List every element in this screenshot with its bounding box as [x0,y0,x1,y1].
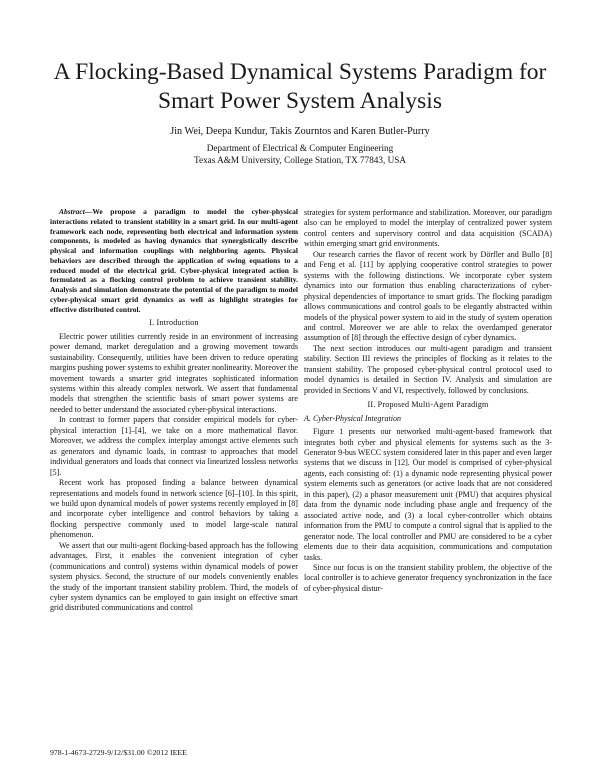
paragraph: We assert that our multi-agent flocking-based approach has the following advantages. First, it enables the convenient integration of cyber (communications and control) systems within dynamical models of power system physics. Second, the structure of our models conveniently enables the study of the important transient stability problem. Third, the models of cyber system dynamics can be employed to gain insight on effective smart grid distributed communications and control [50,540,298,613]
title-line-1: A Flocking-Based Dynamical Systems Paradigm for [53,59,547,85]
affiliation [0,143,600,166]
copyright-footer: 978-1-4673-2729-9/12/$31.00 ©2012 IEEE [50,748,187,757]
paragraph: Since our focus is on the transient stability problem, the objective of the local controller is to achieve generator frequency synchronization in the face of cyber-physical distur- [304,562,552,593]
paragraph: strategies for system performance and stabilization. Moreover, our paradigm also can be employed to model the interplay of centralized power system control centers and supervisory control and data acquisition (SCADA) within emerging smart grid environments. [304,208,552,249]
title-line-2: Smart Power System Analysis [158,88,442,114]
paragraph: In contrast to former papers that consider empirical models for cyber-physical interaction [1]–[4], we take on a more mathematical flavor. Moreover, we address the complex interplay amongst active elements such as generators and dynamic loads, in contrast to approaches that model individual generators and loads that connect via linearized lossless networks [5]. [50,415,298,477]
paragraph: Recent work has proposed finding a balance between dynamical representations and models found in network science [6]–[10]. In this spirit, we build upon dynamical models of power systems recently employed in [8] and incorporate cyber intelligence and control behaviors by taking a flocking perspective commonly used to model large-scale natural phenomenon. [50,478,298,540]
right-column [304,208,552,594]
paragraph: Electric power utilities currently reside in an environment of increasing power demand, market deregulation and a growing movement towards sustainability. Consequently, utilities have been driven to reduce operating margins pushing power systems to exhibit greater nonlinearity. Moreover the movement towards a smarter grid integrates sophisticated information systems within this already complex network. We assert that fundamental models that strengthen the scientific basis of smart power systems are needed to better understand the associated cyber-physical interactions. [50,331,298,414]
affiliation-line-2: Texas A&M University, College Station, TX 77843, USA [194,154,406,165]
paragraph: The next section introduces our multi-agent paradigm and transient stability. Section III reviews the principles of flocking as it relates to the transient stability. The proposed cyber-physical control protocol used to model dynamics is detailed in Section IV. Analysis and simulation are provided in Sections V and VI, respectively, followed by conclusions. [304,343,552,395]
affiliation-line-1: Department of Electrical & Computer Engineering [206,143,394,153]
authors: Jin Wei, Deepa Kundur, Takis Zourntos and Karen Butler-Purry [170,126,430,137]
subsection-heading: A. Cyber-Physical Integration [304,413,402,423]
abstract-text: —We propose a paradigm to model the cyber-physical interactions related to transient stability in a smart grid. In our multi-agent framework each node, representing both electrical and information system components, is modeled as having dynamics that synergistically describe physical and information couplings with neighboring agents. Physical behaviors are described through the application of swing equations to a reduced model of the electrical grid. Cyber-physical integrated action is formulated as a flocking control problem to achieve transient stability. Analysis and simulation demonstrate the potential of the paradigm to model cyber-physical smart grid dynamics as well as highlight strategies for effective distributed control. [50,207,298,314]
paragraph: Our research carries the flavor of recent work by Dörfler and Bullo [8] and Feng et al. [11] by applying cooperative control strategies to power systems with the following distinctions. We incorporate cyber system dynamics into our formation thus enabling characterizations of cyber-physical dependencies of importance to smart grids. The flocking paradigm allows communications and control goals to be elegantly abstracted within models of the physical power system to aid in the study of system operation and control. Moreover we are able to relax the overdamped generator assumption of [8] through the effective design of cyber dynamics. [304,249,552,343]
abstract [50,207,298,314]
paper-title [0,58,600,116]
section-heading-introduction: I. Introduction [149,318,199,328]
section-heading-multi-agent: II. Proposed Multi-Agent Paradigm [367,400,489,410]
left-column [50,207,298,614]
paragraph: Figure 1 presents our networked multi-agent-based framework that integrates both cyber and physical elements for systems such as the 3-Generator 9-bus WECC system considered later in this paper and even larger systems that we discuss in [12]. Our model is comprised of cyber-physical agents, each consisting of: (1) a dynamic node representing physical power system elements such as generators (or active loads that are not considered in this paper), (2) a phasor measurement unit (PMU) that acquires physical data from the dynamic node including phase angle and frequency of the associated active node, and (3) a local cyber-controller which obtains information from the PMU to compute a control signal that is applied to the generator node. The local controller and PMU are considered to be a cyber elements due to their data acquisition, communications and computation tasks. [304,427,552,562]
abstract-label: Abstract [59,207,85,216]
